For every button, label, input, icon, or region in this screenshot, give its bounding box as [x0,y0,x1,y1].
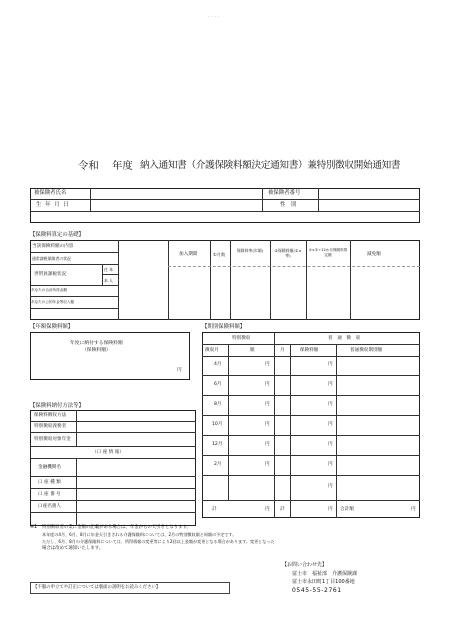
basis-section-title: 【保険料算定の基礎】 [30,232,84,238]
insured-name-label: 被保険者氏名 [34,190,67,196]
schedule-ord-yen-5: 円 [328,442,333,447]
basis-col-rate: 保険料率(年額) [236,248,264,253]
schedule-col-ord-month: 月 [280,348,285,353]
basis-sub-label-household: 住 本 [104,267,114,272]
schedule-total-label: 計 [212,507,217,512]
schedule-col-ord-premium: 保険料額 [300,348,319,353]
bank-row-number: 口 座 番 号 [38,492,61,497]
basis-col-calculated: ①×②÷12か月保険料算定額 [308,248,348,257]
top-mark: · · · · [208,14,220,20]
schedule-month-10: 10月 [212,422,223,427]
basis-col-enrollment-period: 加入期間 [179,252,198,257]
schedule-grand-total-yen: 円 [411,507,416,512]
personal-info-table [30,188,420,223]
annual-premium-box [30,332,190,380]
basis-row-household-tax: 世帯員課税状況 [34,272,67,277]
annual-section-title: 【年額保険料額】 [30,324,74,330]
schedule-section-title: 【期別保険料額】 [202,324,246,330]
schedule-yen-12: 円 [265,442,270,447]
schedule-col-month: 徴収月 [205,348,219,353]
schedule-group-ordinary: 普 通 徴 収 [328,336,361,341]
basis-row-taxable-status: 通常課税保険者の状況 [32,256,71,261]
basis-row-pension-income: あなたの公的年金等収入額 [31,300,75,304]
basis-sub-label-self: 本 人 [104,278,114,283]
basis-row-premium-content: 当該保険料額の内容 [32,244,74,249]
bank-info-heading: （口 座 情 報） [92,450,124,455]
annual-line-2: （保険料額） [82,348,111,353]
schedule-total-yen: 円 [265,507,270,512]
bank-row-holder: 口座名義人 [38,504,61,509]
schedule-yen-2: 円 [265,462,270,467]
schedule-month-8: 8月 [214,402,222,407]
contact-department: 富士市 福祉部 介護保険課 [292,571,358,577]
contact-address: 富士市永田町1丁目100番地 [292,579,355,585]
schedule-month-6: 6月 [214,382,222,387]
method-row-collection: 保険料徴収方法 [34,413,67,418]
schedule-col-ord-installment: 普通徴収期別額 [350,348,383,353]
schedule-yen-8: 円 [265,402,270,407]
schedule-ord-yen-2: 円 [328,382,333,387]
annual-line-1: 年度に納付する保険料額 [70,341,123,346]
basis-col-premium: ②保険料額(①×率) [274,248,302,258]
schedule-yen-6: 円 [265,382,270,387]
bank-row-institution: 金融機関名 [38,465,61,470]
schedule-yen-4: 円 [265,362,270,367]
schedule-ord-yen-1: 円 [328,362,333,367]
page-title: 納入通知書（介護保険料額決定通知書）兼特別徴収開始通知書 [140,160,401,171]
bank-row-type: 口 座 種 類 [38,480,61,485]
method-row-pension: 特別徴収対象年金 [34,437,71,442]
schedule-ord-total-yen: 円 [328,507,333,512]
footer-notice: 【不服の申立てや訂正については裏面の説明をお読みください】 [33,585,161,590]
note-line-3: ただし、6月、8月の介護保険料については、所得情報の変更等により2回以上金額が変更となる場合があります。変更となった [42,539,275,544]
insured-number-label: 被保険者番号 [268,190,301,196]
basis-col-months: ①月数 [213,252,226,257]
schedule-table [202,332,420,518]
basis-row-total-income: あなたの合計所得金額 [31,288,67,292]
method-section-title: 【保険料納付方法等】 [30,403,84,409]
annual-yen: 円 [177,368,182,373]
schedule-yen-10: 円 [265,422,270,427]
schedule-month-12: 12月 [212,442,223,447]
fiscal-year-label: 年度 [112,160,133,172]
note-line-1: 特別徴収者の業に金額の記載がある場合は、年金からの天引きとなります。 [42,525,191,530]
schedule-ord-yen-3: 円 [328,402,333,407]
schedule-month-4: 4月 [214,362,222,367]
schedule-col-amount: 額 [250,348,255,353]
schedule-ord-yen-7: 円 [328,484,333,489]
birth-date-label: 生 年 月 日 [36,202,70,208]
note-line-2: 本年度の4月、6月、8月に年金天引きされる介護保険料については、2月の特別徴収額と同額の予定です。 [42,532,237,537]
note-line-4: 場合は改めて通知いたします。 [42,546,104,551]
method-row-obligor: 特別徴収義務者 [34,424,67,429]
schedule-grand-total-label: 合計額 [340,507,354,512]
era-label: 令和 [78,160,99,172]
schedule-ord-yen-6: 円 [328,462,333,467]
schedule-month-2: 2月 [214,462,222,467]
note-mark: ※1 [30,525,38,530]
basis-col-reduction: 減免額 [367,252,381,257]
contact-heading: 【お問い合わせ先】 [282,562,328,568]
schedule-group-special: 特別徴収 [232,336,251,341]
schedule-ord-yen-4: 円 [328,422,333,427]
schedule-ord-total-label: 計 [280,507,285,512]
gender-label: 性 別 [280,202,297,208]
contact-phone: 0545-55-2761 [292,587,342,594]
